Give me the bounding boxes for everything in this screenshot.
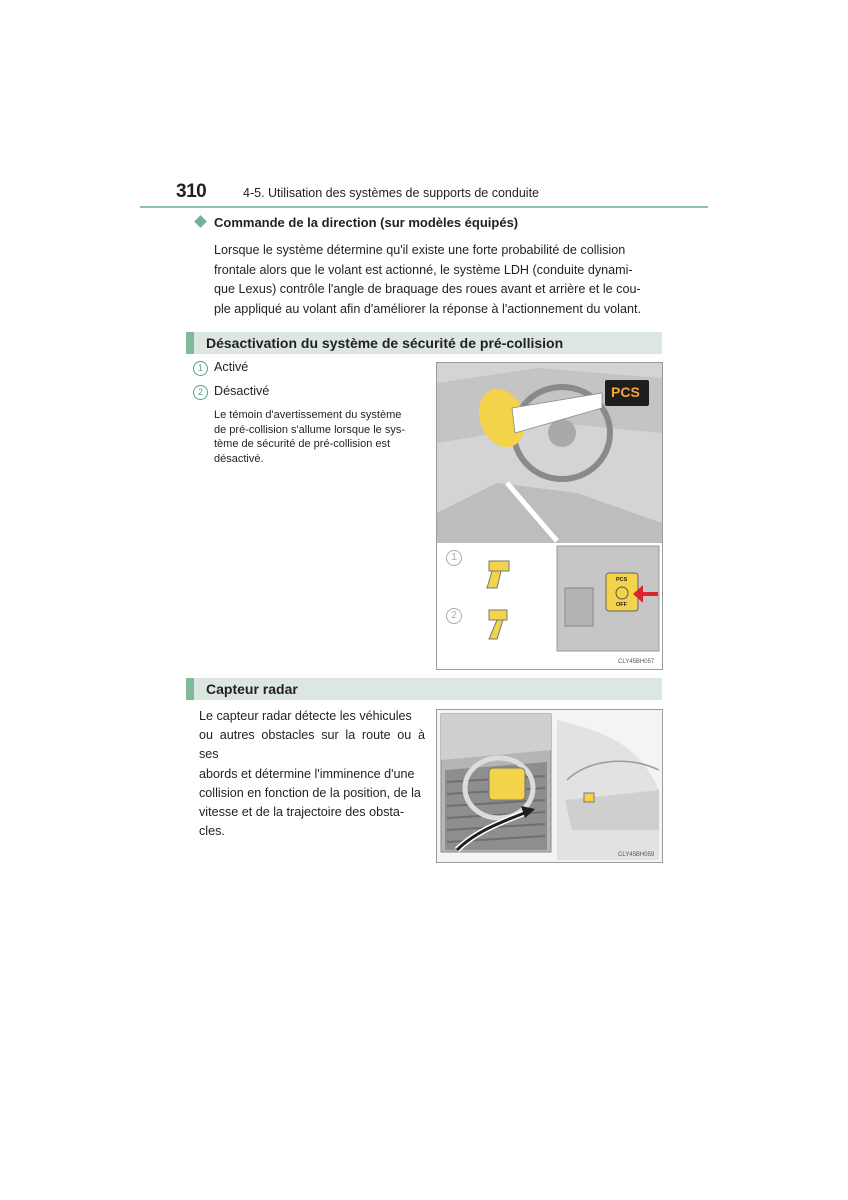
steering-paragraph xyxy=(214,241,658,319)
steering-line: que Lexus) contrôle l'angle de braquage des roues avant et arrière et le cou- xyxy=(214,282,641,296)
radar-illustration xyxy=(437,710,662,862)
figure-code: CLY45BH057 xyxy=(618,659,655,665)
radar-line: vitesse et de la trajectoire des obsta- xyxy=(199,805,405,820)
page-number: 310 xyxy=(176,181,207,202)
radar-paragraph xyxy=(199,707,425,841)
switch-off-label: OFF xyxy=(616,602,627,608)
section-title: 4-5. Utilisation des systèmes de supports de conduite xyxy=(243,186,539,200)
radar-section-title: Capteur radar xyxy=(206,681,298,697)
steering-subheading: Commande de la direction (sur modèles équipés) xyxy=(214,215,519,230)
item-label-active: Activé xyxy=(214,360,249,374)
warning-note xyxy=(214,408,424,466)
item-label-inactive: Désactivé xyxy=(214,384,270,398)
pcs-indicator xyxy=(605,380,649,406)
note-line: tème de sécurité de pré-collision est xyxy=(214,438,391,450)
figure-code: CLY45BH059 xyxy=(618,852,655,858)
note-line: désactivé. xyxy=(214,452,264,465)
item-number-2: 2 xyxy=(193,385,208,400)
deactivation-section-header xyxy=(186,332,662,354)
pcs-indicator-label: PCS xyxy=(611,384,640,400)
note-line: Le témoin d'avertissement du système xyxy=(214,409,402,421)
radar-section-header xyxy=(186,678,662,700)
diamond-bullet-icon xyxy=(194,215,207,228)
figure-num-2: 2 xyxy=(446,608,462,624)
radar-line: Le capteur radar détecte les véhicules xyxy=(199,709,412,723)
radar-sensor-figure xyxy=(436,709,663,863)
steering-line: Lorsque le système détermine qu'il existe une forte probabilité de collision xyxy=(214,243,626,257)
radar-line: cles. xyxy=(199,824,225,839)
radar-line: collision en fonction de la position, de la xyxy=(199,785,421,800)
switch-pcs-label: PCS xyxy=(616,577,628,583)
item-number-1: 1 xyxy=(193,361,208,376)
figure-num-1: 1 xyxy=(446,550,462,566)
cockpit-illustration xyxy=(437,363,662,669)
radar-line: abords et détermine l'imminence d'une xyxy=(199,766,415,781)
steering-line: ple appliqué au volant afin d'améliorer la réponse à l'actionnement du volant. xyxy=(214,301,641,316)
steering-line: frontale alors que le volant est actionné, le système LDH (conduite dynami- xyxy=(214,262,633,277)
radar-line: ou autres obstacles sur la route ou à ses xyxy=(199,728,425,762)
header-rule xyxy=(140,206,708,208)
note-line: de pré-collision s'allume lorsque le sys- xyxy=(214,423,406,436)
pcs-switch-figure xyxy=(436,362,663,670)
deactivation-section-title: Désactivation du système de sécurité de pré-collision xyxy=(206,335,564,351)
